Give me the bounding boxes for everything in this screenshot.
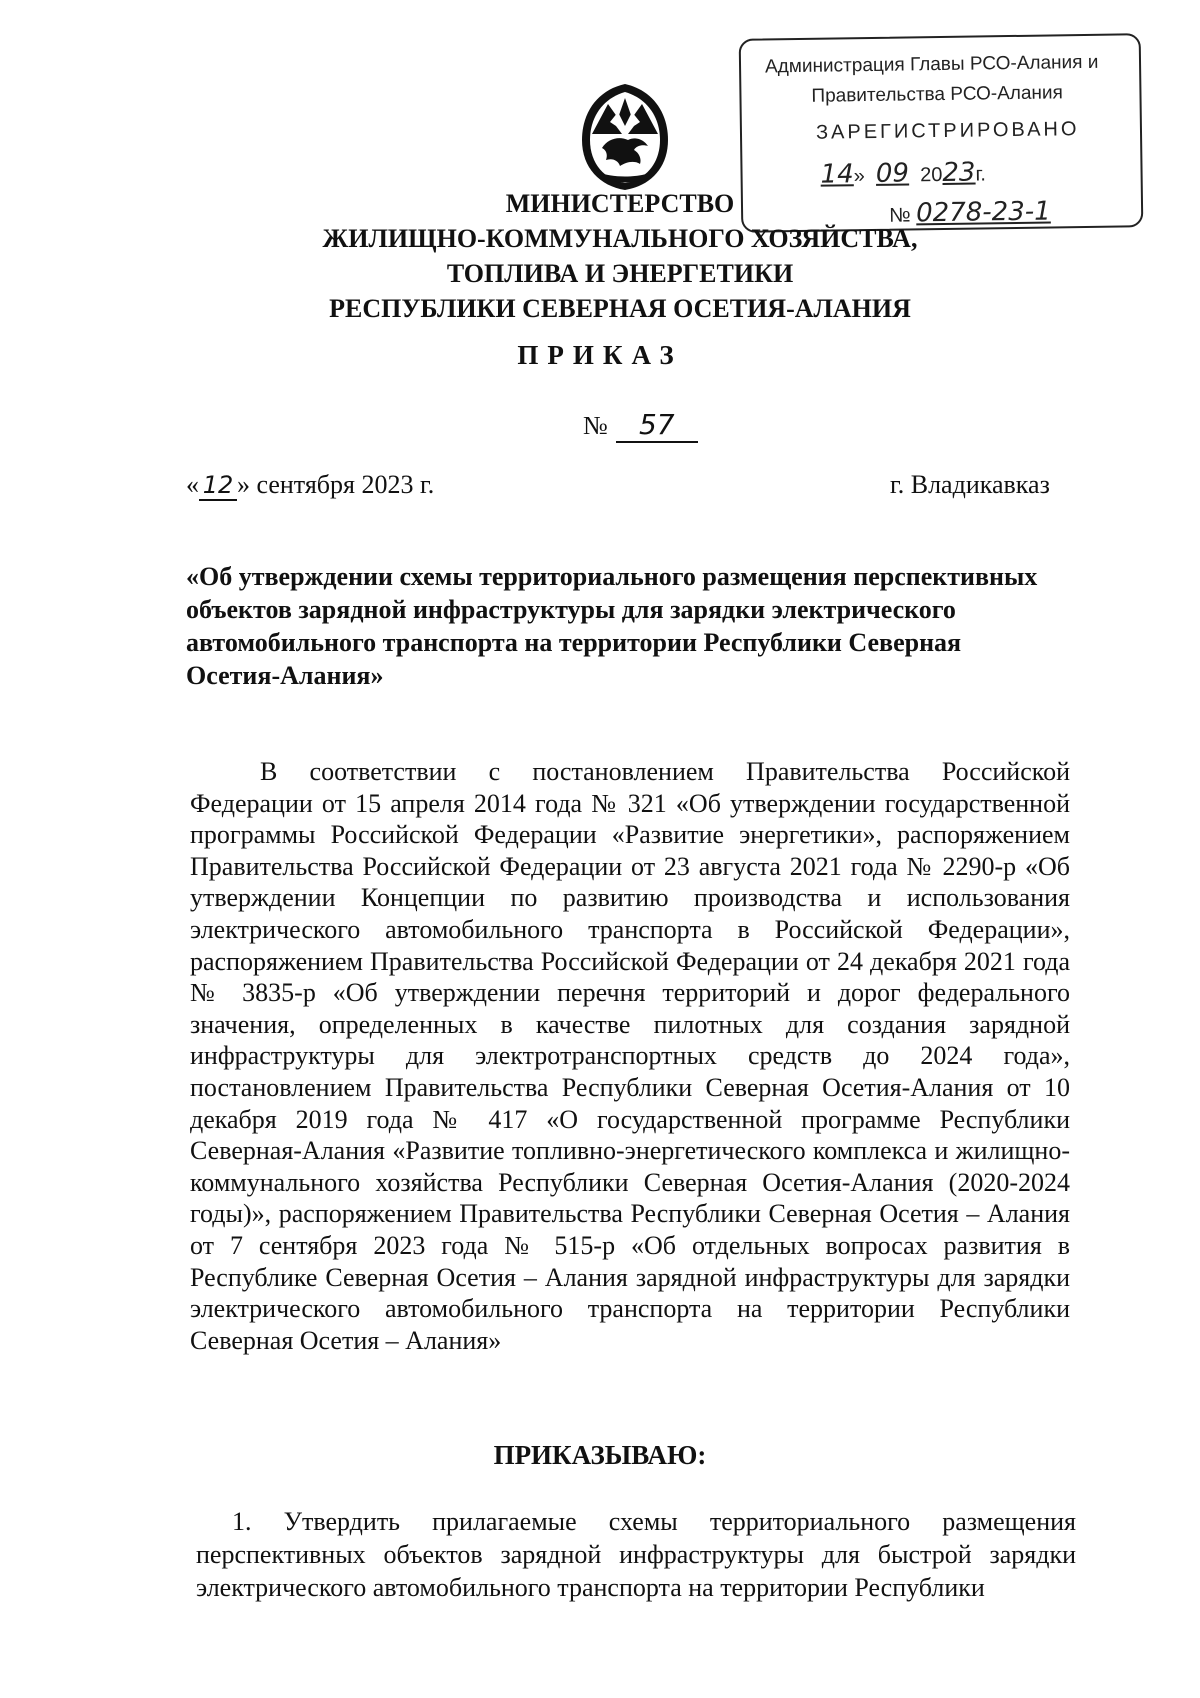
stamp-date-year-suffix: 23 [942, 157, 976, 188]
order-number-value: 57 [616, 408, 698, 443]
stamp-date: 14» 09 2023г. [820, 157, 987, 190]
ministry-header [300, 186, 940, 326]
ministry-line-4: РЕСПУБЛИКИ СЕВЕРНАЯ ОСЕТИЯ-АЛАНИЯ [329, 294, 911, 323]
order-date-day: 12 [199, 471, 237, 501]
stamp-number-label: № [888, 204, 911, 227]
stamp-date-month: 09 [875, 158, 910, 189]
order-number-label: № [583, 411, 608, 440]
stamp-number-value: 0278-23-1 [915, 196, 1051, 229]
stamp-date-year-label: г. [975, 163, 987, 186]
ministry-line-2: ЖИЛИЩНО-КОММУНАЛЬНОГО ХОЗЯЙСТВА, [322, 224, 918, 253]
preamble-paragraph: В соответствии с постановлением Правительства Российской Федерации от 15 апреля 2014 года № 321 «Об утверждении государственной программы Российской Федерации «Развитие энергетики», распоряжением Правительства Российской Федерации от 23 августа 2021 года № 2290-р «Об утверждении Концепции по развитию производства и использования электрического автомобильного транспорта в Российской Федерации», распоряжением Правительства Российской Федерации от 24 декабря 2021 года № 3835-р «Об утверждении перечня территорий и дорог федерального значения, определенных в качестве пилотных для создания зарядной инфраструктуры для электротранспортных средств до 2024 года», постановлением Правительства Республики Северная Осетия-Алания от 10 декабря 2019 года № 417 «О государственной программе Республики Северная-Алания «Развитие топливно-энергетического комплекса и жилищно-коммунального хозяйства Республики Северная Осетия-Алания (2020-2024 годы)», распоряжением Правительства Республики Северная Осетия – Алания от 7 сентября 2023 года № 515-р «Об отдельных вопросах развития в Республике Северная Осетия – Алания зарядной инфраструктуры для зарядки электрического автомобильного транспорта на территории Республики Северная Осетия – Алания» [190, 757, 1070, 1355]
ministry-line-3: ТОПЛИВА И ЭНЕРГЕТИКИ [446, 259, 794, 288]
order-date-open: « [186, 470, 199, 499]
stamp-line-2: Правительства РСО-Алания [811, 82, 1064, 107]
stamp-line-1: Администрация Главы РСО-Алания и [764, 51, 1099, 78]
coat-of-arms-emblem [578, 82, 672, 192]
stamp-registered: ЗАРЕГИСТРИРОВАНО [815, 118, 1080, 144]
order-date-rest: » сентября 2023 г. [237, 470, 435, 499]
order-number [583, 408, 698, 443]
order-item-1: 1. Утвердить прилагаемые схемы территориального размещения перспективных объектов зарядной инфраструктуры для быстрой зарядки электрического автомобильного транспорта на территории Республики [196, 1507, 1076, 1602]
stamp-date-year-prefix: 20 [919, 163, 943, 187]
ministry-line-1: МИНИСТЕРСТВО [505, 189, 735, 218]
order-city: г. Владикавказ [890, 470, 1050, 499]
stamp-date-day: 14 [820, 159, 854, 190]
order-date [186, 470, 434, 501]
order-title: ПРИКАЗ [517, 340, 683, 370]
order-directive-heading: ПРИКАЗЫВАЮ: [493, 1440, 707, 1470]
order-subject: «Об утверждении схемы территориального размещения перспективных объектов зарядной инфраструктуры для зарядки электрического автомобильного транспорта на территории Республики Северная Осетия-Алания» [186, 562, 1038, 690]
